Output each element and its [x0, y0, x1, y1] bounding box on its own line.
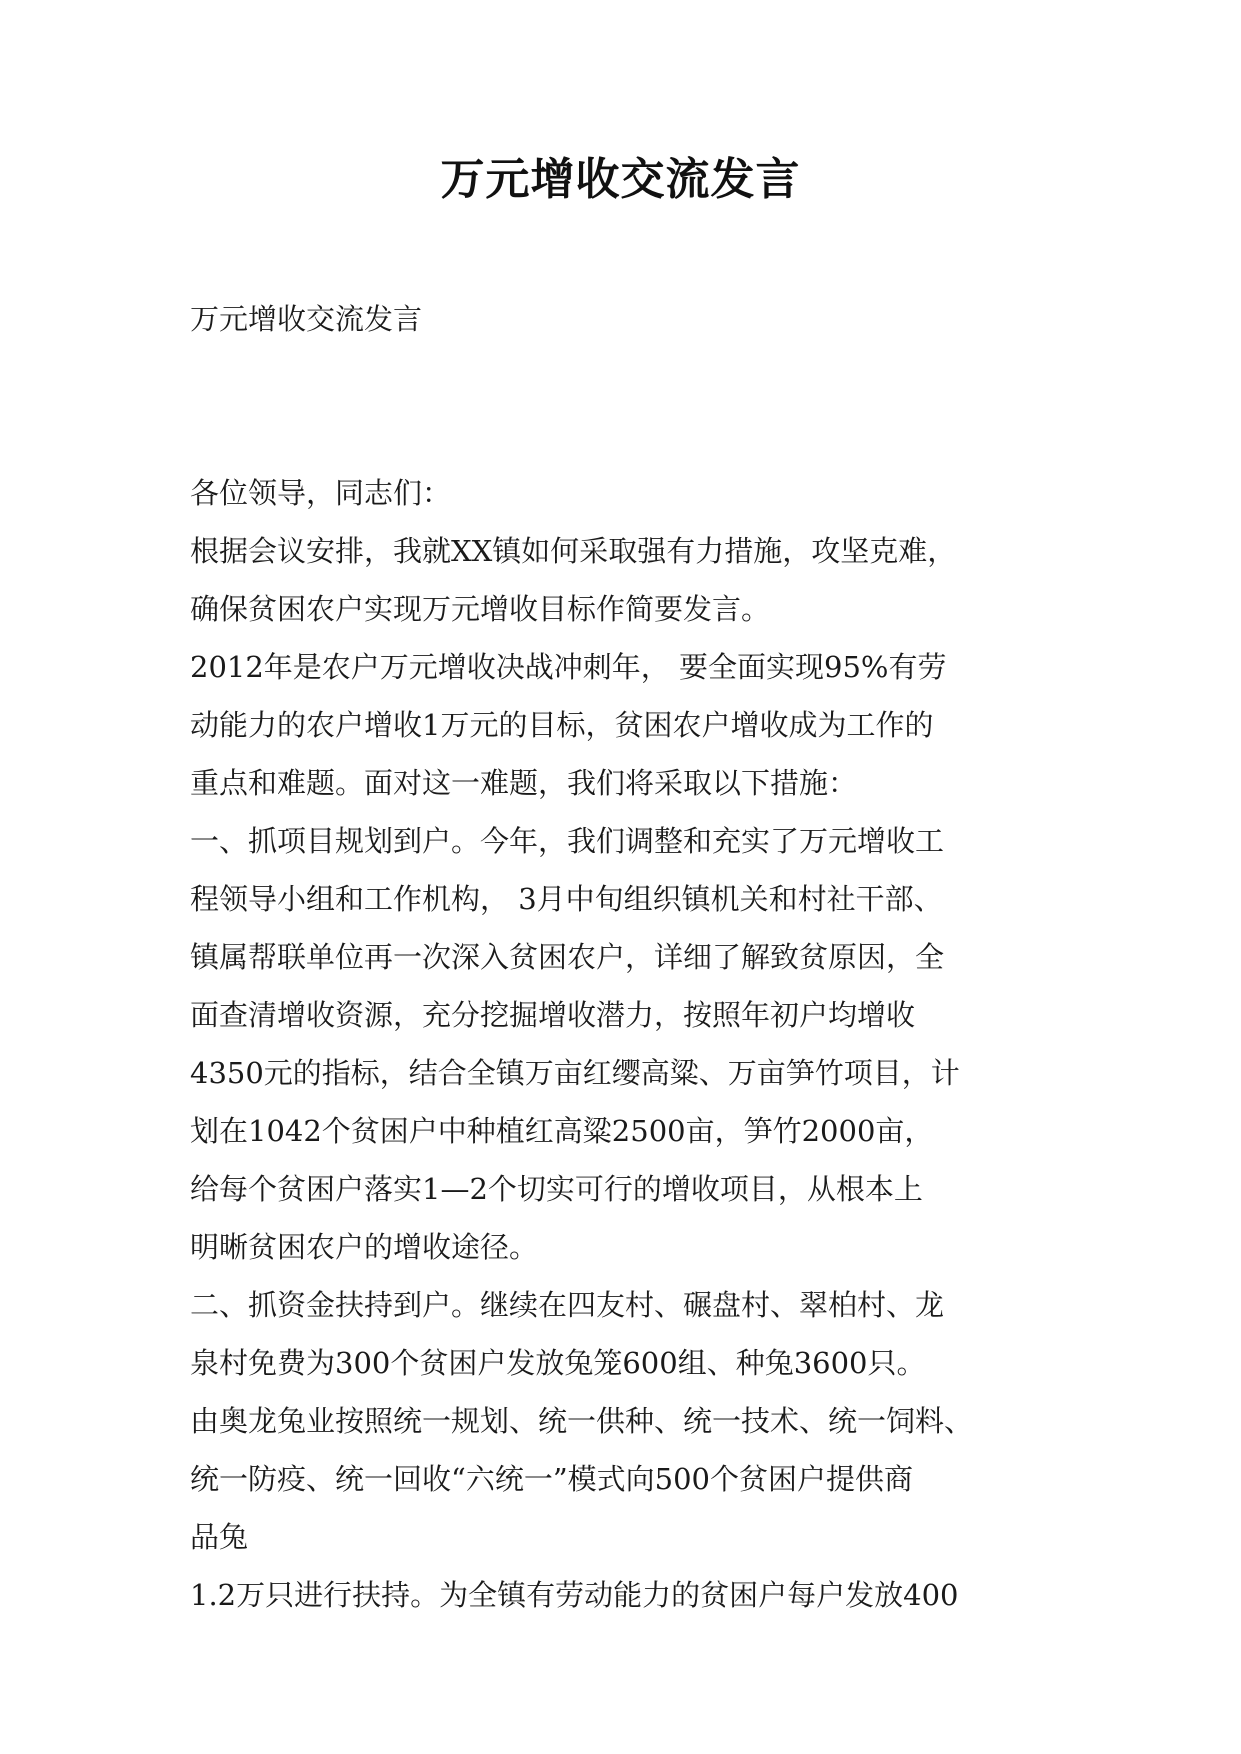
salutation: 各位领导，同志们： [190, 476, 452, 510]
body-line: 品兔 [190, 1520, 249, 1554]
body-line: 镇属帮联单位再一次深入贫困农户，详细了解致贫原因，全 [190, 940, 945, 974]
body-line: 由奥龙兔业按照统一规划、统一供种、统一技术、统一饲料、 [190, 1404, 974, 1438]
body-line: 统一防疫、统一回收“六统一”模式向500个贫困户提供商 [190, 1462, 914, 1496]
body-line: 1.2万只进行扶持。为全镇有劳动能力的贫困户每户发放400 [190, 1578, 959, 1612]
document-subtitle: 万元增收交流发言 [190, 302, 423, 336]
body-line: 给每个贫困户落实1—2个切实可行的增收项目，从根本上 [190, 1172, 923, 1206]
body-line: 二、抓资金扶持到户。继续在四友村、碾盘村、翠柏村、龙 [190, 1288, 945, 1322]
document-body [190, 290, 1090, 1624]
body-line: 动能力的农户增收1万元的目标，贫困农户增收成为工作的 [190, 708, 934, 742]
body-line: 泉村免费为300个贫困户发放兔笼600组、种兔3600只。 [190, 1346, 926, 1380]
body-line: 根据会议安排，我就XX镇如何采取强有力措施，攻坚克难， [190, 534, 957, 568]
body-line: 一、抓项目规划到户。今年，我们调整和充实了万元增收工 [190, 824, 945, 858]
body-line: 面查清增收资源，充分挖掘增收潜力，按照年初户均增收 [190, 998, 916, 1032]
body-line: 程领导小组和工作机构， 3月中旬组织镇机关和村社干部、 [190, 882, 943, 916]
body-line: 重点和难题。面对这一难题，我们将采取以下措施： [190, 766, 858, 800]
body-line: 2012年是农户万元增收决战冲刺年， 要全面实现95%有劳 [190, 650, 947, 684]
body-line: 4350元的指标，结合全镇万亩红缨高粱、万亩笋竹项目，计 [190, 1056, 960, 1090]
body-line: 划在1042个贫困户中种植红高粱2500亩，笋竹2000亩， [190, 1114, 934, 1148]
document-title: 万元增收交流发言 [440, 154, 801, 205]
body-line: 确保贫困农户实现万元增收目标作简要发言。 [190, 592, 771, 626]
paragraph-gap [190, 348, 1090, 464]
body-line: 明晰贫困农户的增收途径。 [190, 1230, 539, 1264]
